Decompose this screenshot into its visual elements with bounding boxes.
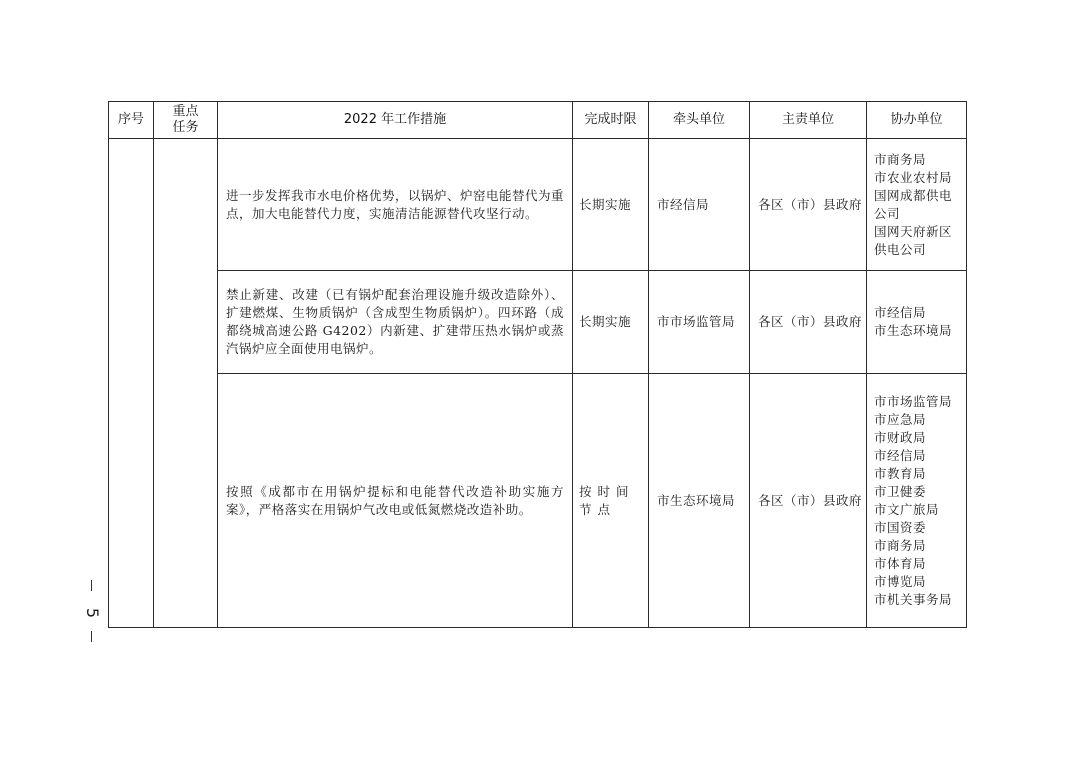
cooperating-unit-line: 市卫健委 <box>874 483 927 499</box>
header-seq: 序号 <box>109 102 154 139</box>
cooperating-unit-line: 市文广旅局 <box>874 501 940 517</box>
cooperating-unit-line: 公司 <box>874 205 901 221</box>
lead-unit-cell: 市生态环境局 <box>649 374 750 628</box>
page-number-dash-top <box>91 580 92 591</box>
header-key-task <box>154 102 218 139</box>
deadline-cell: 长期实施 <box>573 271 649 374</box>
table-row <box>109 139 967 271</box>
page-number-marker <box>82 580 102 644</box>
cooperating-unit-cell <box>867 139 967 271</box>
lead-unit-cell: 市经信局 <box>649 139 750 271</box>
measure-cell: 按照《成都市在用锅炉提标和电能替代改造补助实施方案》，严格落实在用锅炉气改电或低氮燃烧改造补助。 <box>218 374 573 628</box>
measure-cell: 进一步发挥我市水电价格优势，以锅炉、炉窑电能替代为重点，加大电能替代力度，实施清洁能源替代攻坚行动。 <box>218 139 573 271</box>
cooperating-unit-cell <box>867 271 967 374</box>
deadline-cell: 长期实施 <box>573 139 649 271</box>
responsible-unit-cell: 各区（市）县政府 <box>750 271 867 374</box>
header-deadline: 完成时限 <box>573 102 649 139</box>
cooperating-unit-line: 市商务局 <box>874 151 927 167</box>
cooperating-unit-line: 市生态环境局 <box>874 323 953 338</box>
cooperating-unit-line: 市国资委 <box>874 519 927 535</box>
cooperating-unit-line: 市机关事务局 <box>874 591 953 607</box>
cooperating-unit-line: 市体育局 <box>874 555 927 571</box>
header-cooperating-unit: 协办单位 <box>867 102 967 139</box>
cooperating-unit-line: 市农业农村局 <box>874 169 953 185</box>
deadline-cell: 按时间节点 <box>573 374 649 628</box>
cooperating-unit-line: 市财政局 <box>874 429 927 445</box>
header-measure: 2022 年工作措施 <box>218 102 573 139</box>
seq-cell <box>109 139 154 628</box>
cooperating-unit-line: 市教育局 <box>874 465 927 481</box>
cooperating-unit-line: 供电公司 <box>874 241 927 257</box>
measure-cell: 禁止新建、改建（已有锅炉配套治理设施升级改造除外）、扩建燃煤、生物质锅炉（含成型生物质锅炉）。四环路（成都绕城高速公路 G4202）内新建、扩建带压热水锅炉或蒸汽锅炉应全面使用电锅炉。 <box>218 271 573 374</box>
table-row <box>109 271 967 374</box>
page-number-dash-bottom <box>91 631 92 642</box>
cooperating-unit-cell <box>867 374 967 628</box>
cooperating-unit-line: 市商务局 <box>874 537 927 553</box>
cooperating-unit-line: 市应急局 <box>874 411 927 427</box>
page-number: 5 <box>83 607 102 619</box>
header-lead-unit: 牵头单位 <box>649 102 750 139</box>
cooperating-unit-line: 国网天府新区 <box>874 223 953 239</box>
cooperating-unit-line: 市经信局 <box>874 447 927 463</box>
cooperating-unit-line: 国网成都供电 <box>874 187 953 203</box>
cooperating-unit-line: 市经信局 <box>874 305 927 320</box>
work-measures-table <box>108 101 966 627</box>
header-responsible-unit: 主责单位 <box>750 102 867 139</box>
table-row <box>109 374 967 628</box>
key-task-cell <box>154 139 218 628</box>
header-key-task-line1: 重点 <box>172 104 199 119</box>
cooperating-unit-line: 市市场监管局 <box>874 393 953 409</box>
responsible-unit-cell: 各区（市）县政府 <box>750 139 867 271</box>
lead-unit-cell: 市市场监管局 <box>649 271 750 374</box>
table-header-row <box>109 102 967 139</box>
cooperating-unit-line: 市博览局 <box>874 573 927 589</box>
responsible-unit-cell: 各区（市）县政府 <box>750 374 867 628</box>
header-key-task-line2: 任务 <box>172 120 199 135</box>
